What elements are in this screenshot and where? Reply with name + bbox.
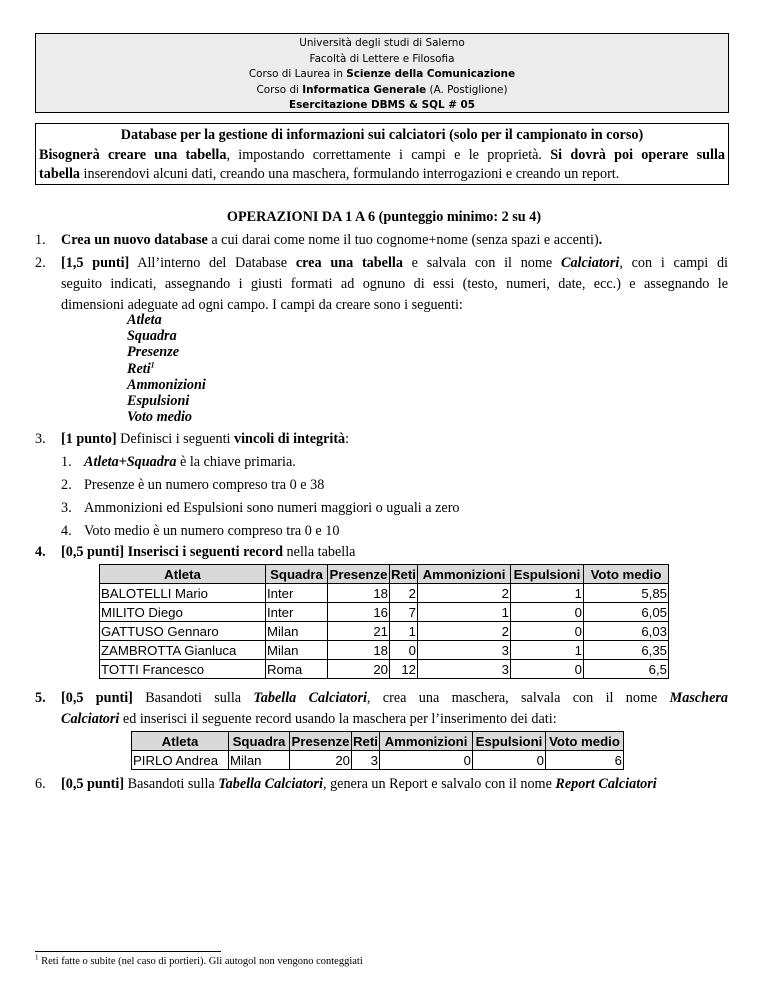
table-row <box>132 751 624 770</box>
item-2-line-1: [1,5 punti] All’interno del Database crea una tabella e salvala con il nome Calciatori, con i campi di <box>61 255 728 271</box>
description-line-1: Bisognerà creare una tabella, impostando correttamente i campi e le proprietà. Si dovrà poi operare sulla <box>39 146 725 163</box>
table-cell: Milan <box>229 751 290 770</box>
table-cell: 3 <box>352 751 380 770</box>
table-cell: 1 <box>418 603 511 622</box>
table-row <box>100 584 669 603</box>
table-cell: 18 <box>328 641 390 660</box>
table-cell: 2 <box>418 584 511 603</box>
item-5-number: 5. <box>35 690 46 706</box>
footnote: $^1$ Reti fatte o subite (nel caso di portieri). Gli autogol non vengono conteggiati <box>35 953 363 967</box>
table-cell: ZAMBROTTA Gianluca <box>100 641 266 660</box>
course-name: Scienze della Comunicazione <box>346 68 516 81</box>
column-header: Espulsioni <box>473 732 546 751</box>
table-cell: 12 <box>390 660 418 679</box>
item-6: [0,5 punti] Basandoti sulla Tabella Calciatori, genera un Report e salvalo con il nome Report Calciatori <box>61 776 657 792</box>
footnote-reference: 1 <box>150 359 155 369</box>
table-cell: 6,5 <box>584 660 669 679</box>
item-5-line-1: [0,5 punti] Basandoti sulla Tabella Calciatori, crea una maschera, salvala con il nome Maschera <box>61 690 728 706</box>
table-cell: 0 <box>511 622 584 641</box>
column-header: Squadra <box>266 565 328 584</box>
footnote-separator <box>35 951 221 952</box>
course-header <box>35 33 729 113</box>
field-squadra: Squadra <box>127 328 177 345</box>
table-cell: MILITO Diego <box>100 603 266 622</box>
table-row <box>100 603 669 622</box>
table-cell: Milan <box>266 641 328 660</box>
column-header: Atleta <box>132 732 229 751</box>
column-header: Reti <box>353 733 378 749</box>
table-cell: TOTTI Francesco <box>100 660 266 679</box>
table-cell: 1 <box>511 584 584 603</box>
constraint-3: Ammonizioni ed Espulsioni sono numeri maggiori o uguali a zero <box>84 500 460 516</box>
item-3-number: 3. <box>35 431 46 447</box>
description-box <box>35 123 729 185</box>
records-table <box>99 564 669 679</box>
field-espulsioni: Espulsioni <box>127 393 190 410</box>
table-cell: 18 <box>328 584 390 603</box>
table-cell: Inter <box>266 584 328 603</box>
field-presenze: Presenze <box>127 344 180 361</box>
mask-table <box>131 731 624 770</box>
constraint-4-number: 4. <box>61 523 72 539</box>
table-row <box>100 660 669 679</box>
column-header: Ammonizioni <box>380 732 473 751</box>
item-2-number: 2. <box>35 255 46 271</box>
constraint-3-number: 3. <box>61 500 72 516</box>
field-reti: Reti$^1$ <box>127 359 155 377</box>
table-cell: 6,35 <box>584 641 669 660</box>
table-cell: 2 <box>390 584 418 603</box>
column-header: Ammonizioni <box>418 565 511 584</box>
column-header: Presenze <box>328 565 390 584</box>
column-header: Reti <box>391 566 416 582</box>
table-row <box>100 641 669 660</box>
table-cell: 0 <box>511 603 584 622</box>
university-name: Università degli studi di Salerno <box>299 37 465 49</box>
item-6-number: 6. <box>35 776 46 792</box>
item-1-number: 1. <box>35 232 46 248</box>
constraint-2-number: 2. <box>61 477 72 493</box>
table-cell: 6,05 <box>584 603 669 622</box>
column-header: Squadra <box>229 732 290 751</box>
exercise-title: Esercitazione DBMS & SQL # 05 <box>289 99 475 112</box>
table-cell: Milan <box>266 622 328 641</box>
table-cell: 20 <box>328 660 390 679</box>
table-cell: 5,85 <box>584 584 669 603</box>
item-1: Crea un nuovo database a cui darai come nome il tuo cognome+nome (senza spazi e accenti). <box>61 232 603 248</box>
table-cell: 6,03 <box>584 622 669 641</box>
table-cell: 6 <box>546 751 624 770</box>
item-2-line-3: dimensioni adeguate ad ogni campo. I campi da creare sono i seguenti: <box>61 297 463 313</box>
table-cell: Roma <box>266 660 328 679</box>
table-header-row <box>100 565 669 584</box>
constraint-1-number: 1. <box>61 454 72 470</box>
table-cell: 0 <box>511 660 584 679</box>
table-cell: 1 <box>390 622 418 641</box>
item-5-line-2: Calciatori ed inserisci il seguente record usando la maschera per l’inserimento dei dati: <box>61 711 557 727</box>
field-list <box>127 312 206 425</box>
table-cell: 16 <box>328 603 390 622</box>
table-cell: 21 <box>328 622 390 641</box>
description-line-2: tabella inserendovi alcuni dati, creando una maschera, formulando interrogazioni e creando un report. <box>39 166 620 182</box>
field-atleta: Atleta <box>127 312 162 328</box>
table-cell: PIRLO Andrea <box>132 751 229 770</box>
table-row <box>100 622 669 641</box>
field-voto-medio: Voto medio <box>127 409 193 426</box>
faculty-name: Facoltà di Lettere e Filosofia <box>309 52 455 65</box>
table-cell: 3 <box>418 660 511 679</box>
table-cell: 2 <box>418 622 511 641</box>
item-2-line-2: seguito indicati, assegnando i giusti formati ad ognuno di essi (testo, numeri, date, ecc.) e assegnando le <box>61 276 728 292</box>
table-cell: 20 <box>290 751 352 770</box>
constraint-1: Atleta+Squadra è la chiave primaria. <box>84 454 296 470</box>
table-cell: GATTUSO Gennaro <box>100 622 266 641</box>
table-cell: Inter <box>266 603 328 622</box>
class-line: Corso di Informatica Generale (A. Postiglione) <box>256 83 508 96</box>
table-header-row <box>132 732 624 751</box>
description-title: Database per la gestione di informazioni sui calciatori (solo per il campionato in corso) <box>120 127 644 143</box>
table-cell: BALOTELLI Mario <box>100 584 266 603</box>
table-cell: 0 <box>473 751 546 770</box>
table-cell: 7 <box>390 603 418 622</box>
table-cell: 0 <box>380 751 473 770</box>
table-cell: 1 <box>511 641 584 660</box>
column-header: Voto medio <box>546 732 624 751</box>
constraint-4: Voto medio è un numero compreso tra 0 e 10 <box>84 523 340 539</box>
item-4: [0,5 punti] Inserisci i seguenti record nella tabella <box>61 544 356 560</box>
column-header: Atleta <box>100 565 266 584</box>
constraint-2: Presenze è un numero compreso tra 0 e 38 <box>84 477 325 493</box>
item-3: [1 punto] Definisci i seguenti vincoli di integrità: <box>61 431 350 447</box>
column-header: Espulsioni <box>511 565 584 584</box>
column-header: Voto medio <box>584 565 669 584</box>
course-line: Corso di Laurea in Scienze della Comunicazione <box>248 68 516 81</box>
item-4-number: 4. <box>35 544 46 560</box>
table-cell: 3 <box>418 641 511 660</box>
field-ammonizioni: Ammonizioni <box>127 376 206 393</box>
class-name: Informatica Generale <box>302 83 427 96</box>
column-header: Presenze <box>290 732 352 751</box>
table-cell: 0 <box>390 641 418 660</box>
section-title: OPERAZIONI DA 1 A 6 (punteggio minimo: 2 su 4) <box>226 209 542 225</box>
